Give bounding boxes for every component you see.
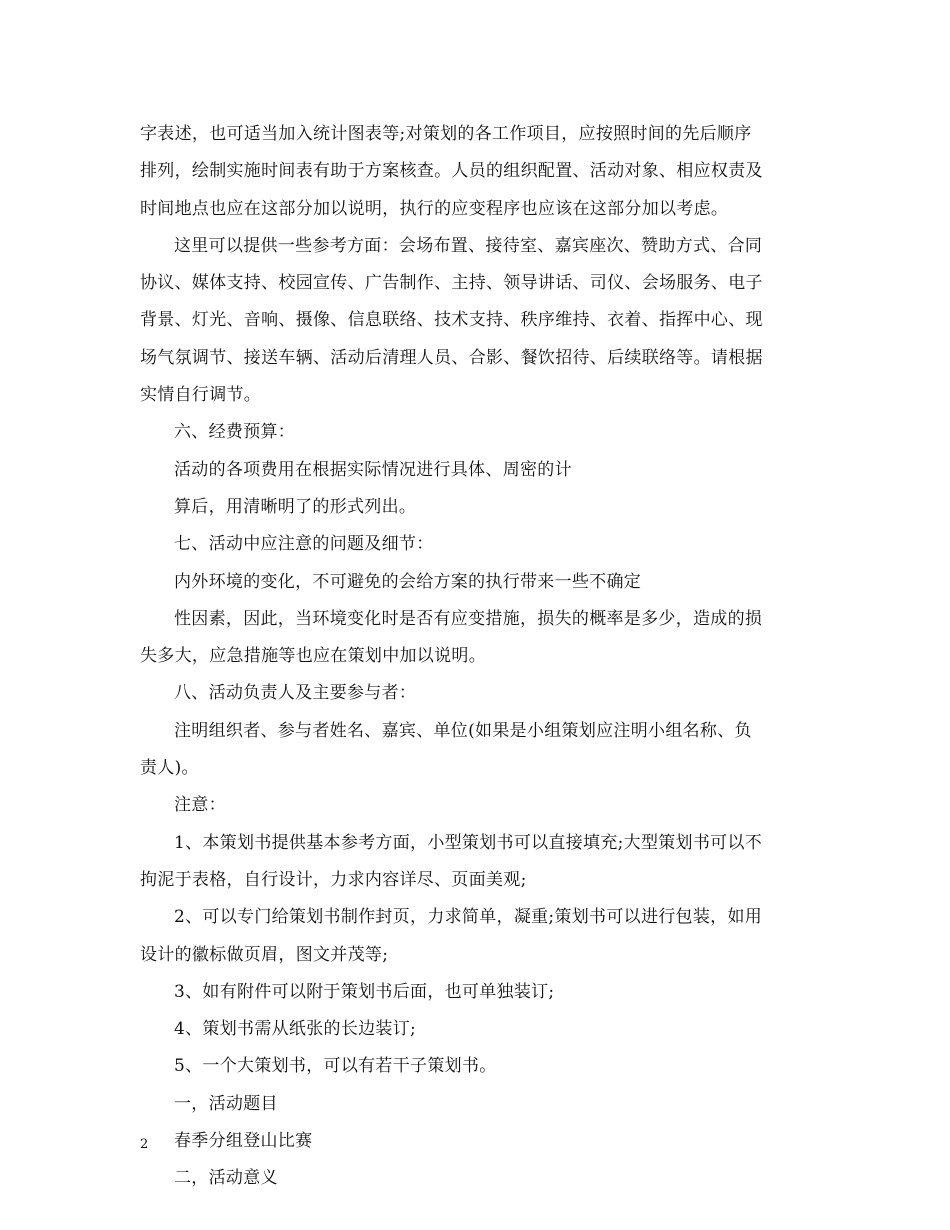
body-line: 内外环境的变化，不可避免的会给方案的执行带来一些不确定 bbox=[174, 571, 642, 592]
document-body bbox=[140, 116, 820, 1198]
section-heading: 八、活动负责人及主要参与者： bbox=[174, 683, 417, 704]
section-heading: 一，活动题目 bbox=[174, 1093, 278, 1114]
note-item: 3、如有附件可以附于策划书后面，也可单独装订; bbox=[174, 981, 555, 1002]
body-line: 活动的各项费用在根据实际情况进行具体、周密的计 bbox=[174, 459, 572, 480]
section-heading: 二，活动意义 bbox=[174, 1168, 278, 1189]
note-heading: 注意： bbox=[174, 795, 226, 816]
page-number: 2 bbox=[140, 1137, 149, 1152]
note-item: 拘泥于表格，自行设计，力求内容详尽、页面美观; bbox=[140, 869, 527, 890]
body-line: 注明组织者、参与者姓名、嘉宾、单位(如果是小组策划应注明小组名称、负 bbox=[174, 720, 752, 741]
body-line: 责人)。 bbox=[140, 758, 199, 779]
body-line: 失多大，应急措施等也应在策划中加以说明。 bbox=[140, 646, 486, 667]
body-line: 排列，绘制实施时间表有助于方案核查。人员的组织配置、活动对象、相应权责及 bbox=[140, 161, 763, 182]
section-heading: 六、经费预算： bbox=[174, 422, 296, 443]
section-heading: 七、活动中应注意的问题及细节： bbox=[174, 534, 434, 555]
body-line: 实情自行调节。 bbox=[140, 385, 262, 406]
body-line: 春季分组登山比赛 bbox=[174, 1131, 313, 1152]
body-line: 场气氛调节、接送车辆、活动后清理人员、合影、餐饮招待、后续联络等。请根据 bbox=[140, 347, 763, 368]
body-line: 时间地点也应在这部分加以说明，执行的应变程序也应该在这部分加以考虑。 bbox=[140, 198, 729, 219]
body-line: 性因素，因此，当环境变化时是否有应变措施，损失的概率是多少，造成的损 bbox=[174, 608, 763, 629]
note-item: 2、可以专门给策划书制作封页，力求简单，凝重;策划书可以进行包装，如用 bbox=[174, 907, 763, 928]
note-item: 4、策划书需从纸张的长边装订; bbox=[174, 1019, 417, 1040]
body-line: 算后，用清晰明了的形式列出。 bbox=[174, 496, 417, 517]
body-line: 字表述，也可适当加入统计图表等;对策划的各工作项目，应按照时间的先后顺序 bbox=[140, 124, 752, 144]
body-line: 背景、灯光、音响、摄像、信息联络、技术支持、秩序维持、衣着、指挥中心、现 bbox=[140, 310, 763, 331]
note-item: 1、本策划书提供基本参考方面，小型策划书可以直接填充;大型策划书可以不 bbox=[174, 832, 763, 853]
body-line: 协议、媒体支持、校园宣传、广告制作、主持、领导讲话、司仪、会场服务、电子 bbox=[140, 273, 763, 294]
body-line: 这里可以提供一些参考方面：会场布置、接待室、嘉宾座次、赞助方式、合同 bbox=[174, 235, 763, 256]
note-item: 5、一个大策划书，可以有若干子策划书。 bbox=[174, 1056, 497, 1077]
note-item: 设计的徽标做页眉，图文并茂等; bbox=[140, 944, 389, 965]
